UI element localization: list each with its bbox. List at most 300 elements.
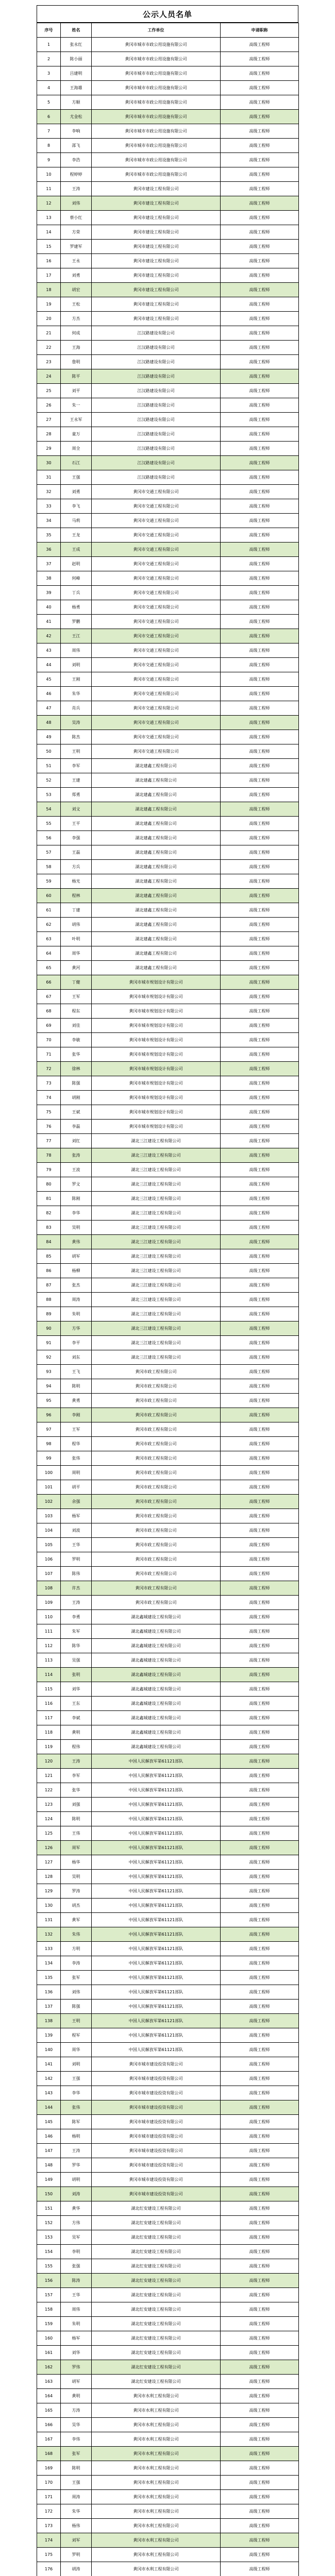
cell-number: 106 [37, 1552, 61, 1567]
cell-number: 41 [37, 615, 61, 629]
cell-number: 18 [37, 283, 61, 297]
table-row [37, 456, 299, 470]
cell-number: 167 [37, 2432, 61, 2447]
table-row [37, 2548, 299, 2562]
table-row [37, 2389, 299, 2403]
cell-number: 142 [37, 2072, 61, 2086]
cell-unit: 黄冈市城市规划设计有限公司 [92, 975, 221, 990]
table-row [37, 1091, 299, 1105]
table-row [37, 2274, 299, 2288]
cell-number: 89 [37, 1307, 61, 1321]
cell-title: 高级工程师 [221, 2346, 299, 2360]
cell-number: 40 [37, 600, 61, 615]
cell-title: 高级工程师 [221, 95, 299, 110]
table-row [37, 990, 299, 1004]
cell-title: 高级工程师 [221, 1769, 299, 1783]
cell-unit: 黄冈市水利工程有限公司 [92, 2403, 221, 2418]
cell-title: 高级工程师 [221, 860, 299, 874]
cell-name: 方兵 [61, 860, 92, 874]
cell-name: 李磊 [61, 1120, 92, 1134]
table-row [37, 1480, 299, 1495]
table-row [37, 1221, 299, 1235]
cell-unit: 中国人民解放军第61121部队 [92, 1913, 221, 1927]
cell-name: 王涛 [61, 1596, 92, 1610]
cell-unit: 湖北建鑫工程有限公司 [92, 802, 221, 817]
table-row [37, 1754, 299, 1769]
table-row [37, 1206, 299, 1221]
table-row [37, 2187, 299, 2201]
cell-number: 20 [37, 312, 61, 326]
table-row [37, 1076, 299, 1091]
cell-number: 161 [37, 2346, 61, 2360]
cell-title: 高级工程师 [221, 2187, 299, 2201]
table-row [37, 2043, 299, 2057]
table-row [37, 1899, 299, 1913]
cell-name: 程婷婷 [61, 167, 92, 182]
cell-name: 周明 [61, 1466, 92, 1480]
cell-title: 高级工程师 [221, 2230, 299, 2245]
cell-name: 丁健 [61, 975, 92, 990]
cell-title: 高级工程师 [221, 2274, 299, 2288]
table-row [37, 2100, 299, 2115]
cell-title: 高级工程师 [221, 2375, 299, 2389]
cell-number: 151 [37, 2201, 61, 2216]
cell-title: 高级工程师 [221, 470, 299, 485]
cell-name: 朱伟 [61, 1927, 92, 1942]
cell-title: 高级工程师 [221, 413, 299, 427]
table-row [37, 1177, 299, 1192]
cell-unit: 中国人民解放军第61121部队 [92, 2028, 221, 2043]
cell-number: 96 [37, 1408, 61, 1422]
cell-title: 高级工程师 [221, 2086, 299, 2100]
table-row [37, 2302, 299, 2317]
cell-number: 171 [37, 2490, 61, 2504]
cell-number: 81 [37, 1192, 61, 1206]
cell-number: 64 [37, 946, 61, 961]
cell-unit: 黄冈市城市市政公用设施有限公司 [92, 124, 221, 139]
cell-title: 高级工程师 [221, 1379, 299, 1394]
cell-unit: 江汉路建设有限公司 [92, 384, 221, 398]
cell-unit: 湖北红安建设工程有限公司 [92, 2360, 221, 2375]
table-row [37, 716, 299, 730]
table-row [37, 1307, 299, 1321]
cell-unit: 湖北建鑫工程有限公司 [92, 788, 221, 802]
cell-title: 高级工程师 [221, 1062, 299, 1076]
cell-name: 朱军 [61, 1624, 92, 1639]
cell-unit: 黄冈市交通工程有限公司 [92, 499, 221, 514]
cell-title: 高级工程师 [221, 874, 299, 889]
cell-title: 高级工程师 [221, 2115, 299, 2129]
cell-title: 高级工程师 [221, 528, 299, 543]
cell-number: 80 [37, 1177, 61, 1192]
cell-name: 蔡小红 [61, 211, 92, 225]
cell-number: 140 [37, 2043, 61, 2057]
table-row [37, 831, 299, 845]
cell-name: 王涛 [61, 182, 92, 196]
cell-unit: 黄冈市政工程有限公司 [92, 1394, 221, 1408]
table-row [37, 341, 299, 355]
cell-title: 高级工程师 [221, 2072, 299, 2086]
cell-number: 63 [37, 932, 61, 946]
cell-title: 高级工程师 [221, 586, 299, 600]
cell-number: 8 [37, 139, 61, 153]
cell-unit: 中国人民解放军第61121部队 [92, 1870, 221, 1884]
cell-name: 罗明 [61, 2548, 92, 2562]
cell-name: 黄明 [61, 1725, 92, 1740]
cell-number: 31 [37, 470, 61, 485]
table-row [37, 845, 299, 860]
cell-number: 86 [37, 1264, 61, 1278]
cell-title: 高级工程师 [221, 167, 299, 182]
cell-title: 高级工程师 [221, 1899, 299, 1913]
cell-number: 82 [37, 1206, 61, 1221]
cell-unit: 湖北红安建设工程有限公司 [92, 2259, 221, 2274]
cell-title: 高级工程师 [221, 1091, 299, 1105]
cell-title: 高级工程师 [221, 1552, 299, 1567]
cell-title: 高级工程师 [221, 1985, 299, 1999]
cell-name: 张华 [61, 1047, 92, 1062]
cell-title: 高级工程师 [221, 2418, 299, 2432]
cell-unit: 黄冈市建设工程有限公司 [92, 312, 221, 326]
table-row [37, 730, 299, 744]
cell-name: 张涛 [61, 1148, 92, 1163]
cell-title: 高级工程师 [221, 2288, 299, 2302]
cell-name: 李飞 [61, 499, 92, 514]
cell-title: 高级工程师 [221, 1480, 299, 1495]
cell-unit: 黄冈市城市市政公用设施有限公司 [92, 66, 221, 81]
cell-title: 高级工程师 [221, 1221, 299, 1235]
cell-unit: 湖北三江建设工程有限公司 [92, 1321, 221, 1336]
cell-unit: 黄冈市交通工程有限公司 [92, 716, 221, 730]
cell-title: 高级工程师 [221, 240, 299, 254]
table-row [37, 1985, 299, 1999]
cell-number: 22 [37, 341, 61, 355]
cell-number: 39 [37, 586, 61, 600]
cell-number: 77 [37, 1134, 61, 1148]
table-row [37, 2418, 299, 2432]
cell-title: 高级工程师 [221, 2129, 299, 2144]
cell-unit: 湖北鑫城建设工程有限公司 [92, 1610, 221, 1624]
cell-number: 87 [37, 1278, 61, 1293]
table-row [37, 658, 299, 672]
cell-number: 23 [37, 355, 61, 369]
table-row [37, 1956, 299, 1971]
cell-number: 110 [37, 1610, 61, 1624]
cell-number: 166 [37, 2418, 61, 2432]
cell-name: 程伟 [61, 1740, 92, 1754]
table-row [37, 1841, 299, 1855]
cell-number: 169 [37, 2461, 61, 2476]
table-row [37, 1321, 299, 1336]
cell-number: 158 [37, 2302, 61, 2317]
table-row [37, 1783, 299, 1798]
cell-name: 王波 [61, 1163, 92, 1177]
table-row [37, 802, 299, 817]
cell-number: 7 [37, 124, 61, 139]
cell-name: 刘伟 [61, 1985, 92, 1999]
cell-number: 118 [37, 1725, 61, 1740]
cell-name: 王强 [61, 2072, 92, 2086]
cell-title: 高级工程师 [221, 355, 299, 369]
cell-name: 周伟 [61, 643, 92, 658]
table-row [37, 139, 299, 153]
table-row [37, 1624, 299, 1639]
cell-name: 刘文 [61, 802, 92, 817]
table-row [37, 369, 299, 384]
cell-number: 146 [37, 2129, 61, 2144]
cell-number: 163 [37, 2375, 61, 2389]
cell-title: 高级工程师 [221, 2043, 299, 2057]
cell-name: 王华 [61, 1538, 92, 1552]
cell-number: 73 [37, 1076, 61, 1091]
cell-unit: 黄冈市城市建设投资有限公司 [92, 2173, 221, 2187]
cell-name: 刘涛 [61, 2187, 92, 2201]
cell-title: 高级工程师 [221, 2360, 299, 2375]
cell-unit: 湖北红安建设工程有限公司 [92, 2375, 221, 2389]
table-row [37, 1509, 299, 1523]
cell-number: 52 [37, 773, 61, 788]
cell-number: 57 [37, 845, 61, 860]
cell-number: 29 [37, 442, 61, 456]
cell-title: 高级工程师 [221, 2302, 299, 2317]
cell-title: 高级工程师 [221, 1841, 299, 1855]
cell-title: 高级工程师 [221, 903, 299, 918]
cell-name: 马莉 [61, 514, 92, 528]
table-row [37, 398, 299, 413]
cell-unit: 湖北三江建设工程有限公司 [92, 1249, 221, 1264]
cell-number: 91 [37, 1336, 61, 1350]
table-row [37, 1394, 299, 1408]
cell-title: 高级工程师 [221, 557, 299, 571]
cell-number: 149 [37, 2173, 61, 2187]
cell-name: 方伟 [61, 2216, 92, 2230]
cell-unit: 湖北红安建设工程有限公司 [92, 2331, 221, 2346]
cell-name: 李华 [61, 2086, 92, 2100]
cell-title: 高级工程师 [221, 2028, 299, 2043]
cell-number: 129 [37, 1884, 61, 1899]
table-row [37, 817, 299, 831]
cell-number: 47 [37, 701, 61, 716]
cell-number: 33 [37, 499, 61, 514]
cell-name: 罗文 [61, 1177, 92, 1192]
cell-number: 111 [37, 1624, 61, 1639]
cell-name: 吴涛 [61, 716, 92, 730]
cell-unit: 黄冈市政工程有限公司 [92, 1422, 221, 1437]
cell-title: 高级工程师 [221, 1278, 299, 1293]
cell-name: 刘勇 [61, 485, 92, 499]
cell-name: 刘红 [61, 1134, 92, 1148]
cell-name: 张军 [61, 2447, 92, 2461]
table-row [37, 2072, 299, 2086]
cell-name: 朱华 [61, 687, 92, 701]
cell-title: 高级工程师 [221, 961, 299, 975]
cell-name: 黄勇 [61, 1394, 92, 1408]
cell-title: 高级工程师 [221, 2331, 299, 2346]
cell-number: 69 [37, 1019, 61, 1033]
cell-name: 陈小丽 [61, 52, 92, 66]
cell-number: 16 [37, 254, 61, 268]
cell-unit: 江汉路建设有限公司 [92, 398, 221, 413]
cell-number: 84 [37, 1235, 61, 1249]
cell-number: 90 [37, 1321, 61, 1336]
table-row [37, 2562, 299, 2576]
cell-title: 高级工程师 [221, 1567, 299, 1581]
cell-number: 49 [37, 730, 61, 744]
cell-unit: 黄冈市政工程有限公司 [92, 1552, 221, 1567]
cell-name: 朱一 [61, 398, 92, 413]
cell-name: 童万 [61, 427, 92, 442]
table-row [37, 600, 299, 615]
cell-title: 高级工程师 [221, 2158, 299, 2173]
col-header-number: 序号 [37, 23, 61, 38]
cell-number: 55 [37, 817, 61, 831]
cell-unit: 湖北三江建设工程有限公司 [92, 1293, 221, 1307]
cell-name: 方涛 [61, 2403, 92, 2418]
cell-number: 28 [37, 427, 61, 442]
cell-number: 168 [37, 2447, 61, 2461]
cell-name: 王斌 [61, 1105, 92, 1120]
cell-name: 余强 [61, 1495, 92, 1509]
cell-name: 王涛 [61, 1754, 92, 1769]
table-row [37, 2173, 299, 2187]
cell-number: 162 [37, 2360, 61, 2375]
cell-title: 高级工程师 [221, 1653, 299, 1668]
cell-name: 王明 [61, 2014, 92, 2028]
cell-unit: 湖北鑫城建设工程有限公司 [92, 1725, 221, 1740]
cell-unit: 湖北鑫城建设工程有限公司 [92, 1653, 221, 1668]
cell-title: 高级工程师 [221, 1596, 299, 1610]
cell-unit: 中国人民解放军第61121部队 [92, 1899, 221, 1913]
cell-unit: 湖北建鑫工程有限公司 [92, 918, 221, 932]
table-row [37, 975, 299, 990]
cell-title: 高级工程师 [221, 225, 299, 240]
cell-title: 高级工程师 [221, 543, 299, 557]
cell-title: 高级工程师 [221, 946, 299, 961]
cell-name: 方明 [61, 1942, 92, 1956]
cell-name: 李刚 [61, 1408, 92, 1422]
table-row [37, 2360, 299, 2375]
cell-name: 王成 [61, 543, 92, 557]
cell-number: 152 [37, 2216, 61, 2230]
table-row [37, 196, 299, 211]
cell-title: 高级工程师 [221, 1754, 299, 1769]
cell-number: 113 [37, 1653, 61, 1668]
cell-name: 周全 [61, 442, 92, 456]
cell-unit: 黄冈市交通工程有限公司 [92, 543, 221, 557]
cell-unit: 湖北鑫城建设工程有限公司 [92, 1668, 221, 1682]
table-row [37, 1682, 299, 1697]
table-row [37, 1999, 299, 2014]
cell-number: 88 [37, 1293, 61, 1307]
cell-number: 37 [37, 557, 61, 571]
cell-unit: 黄冈市城市规划设计有限公司 [92, 1076, 221, 1091]
cell-unit: 湖北三江建设工程有限公司 [92, 1163, 221, 1177]
cell-unit: 黄冈市城市市政公用设施有限公司 [92, 38, 221, 52]
cell-number: 105 [37, 1538, 61, 1552]
cell-unit: 黄冈市交通工程有限公司 [92, 744, 221, 759]
table-row [37, 283, 299, 297]
cell-unit: 湖北建鑫工程有限公司 [92, 889, 221, 903]
cell-name: 李华 [61, 1206, 92, 1221]
cell-number: 66 [37, 975, 61, 990]
cell-unit: 江汉路建设有限公司 [92, 442, 221, 456]
cell-number: 170 [37, 2476, 61, 2490]
cell-name: 胡军 [61, 2375, 92, 2389]
cell-unit: 中国人民解放军第61121部队 [92, 1884, 221, 1899]
cell-title: 高级工程师 [221, 124, 299, 139]
cell-title: 高级工程师 [221, 1019, 299, 1033]
cell-title: 高级工程师 [221, 485, 299, 499]
cell-name: 张明 [61, 1668, 92, 1682]
cell-title: 高级工程师 [221, 1783, 299, 1798]
cell-title: 高级工程师 [221, 975, 299, 990]
table-row [37, 1004, 299, 1019]
cell-title: 高级工程师 [221, 1394, 299, 1408]
cell-title: 高级工程师 [221, 990, 299, 1004]
cell-unit: 湖北建鑫工程有限公司 [92, 961, 221, 975]
table-row [37, 2230, 299, 2245]
table-row [37, 961, 299, 975]
cell-unit: 黄冈市政工程有限公司 [92, 1596, 221, 1610]
cell-title: 高级工程师 [221, 283, 299, 297]
cell-unit: 黄冈市交通工程有限公司 [92, 672, 221, 687]
cell-title: 高级工程师 [221, 499, 299, 514]
cell-number: 5 [37, 95, 61, 110]
cell-unit: 黄冈市交通工程有限公司 [92, 485, 221, 499]
cell-name: 周华 [61, 946, 92, 961]
cell-unit: 江汉路建设有限公司 [92, 369, 221, 384]
table-row [37, 1466, 299, 1480]
cell-number: 138 [37, 2014, 61, 2028]
cell-number: 114 [37, 1668, 61, 1682]
table-row [37, 1336, 299, 1350]
cell-name: 张军 [61, 1971, 92, 1985]
table-row [37, 1148, 299, 1163]
cell-name: 王松 [61, 297, 92, 312]
cell-name: 胡伟 [61, 918, 92, 932]
cell-number: 12 [37, 196, 61, 211]
cell-name: 丁兵 [61, 586, 92, 600]
cell-name: 何成 [61, 326, 92, 341]
cell-title: 高级工程师 [221, 2245, 299, 2259]
cell-name: 黄华 [61, 2201, 92, 2216]
cell-name: 吴明 [61, 1221, 92, 1235]
table-row [37, 1769, 299, 1783]
cell-number: 92 [37, 1350, 61, 1365]
cell-unit: 黄冈市建设工程有限公司 [92, 254, 221, 268]
table-row [37, 1913, 299, 1927]
cell-unit: 黄冈市城市市政公用设施有限公司 [92, 153, 221, 167]
cell-title: 高级工程师 [221, 297, 299, 312]
cell-number: 76 [37, 1120, 61, 1134]
table-row [37, 2201, 299, 2216]
cell-title: 高级工程师 [221, 1336, 299, 1350]
cell-unit: 湖北三江建设工程有限公司 [92, 1336, 221, 1350]
cell-unit: 黄冈市城市市政公用设施有限公司 [92, 167, 221, 182]
cell-unit: 黄冈市建设工程有限公司 [92, 283, 221, 297]
table-row [37, 903, 299, 918]
cell-title: 高级工程师 [221, 1451, 299, 1466]
cell-name: 赵明 [61, 557, 92, 571]
cell-number: 101 [37, 1480, 61, 1495]
cell-name: 杨华 [61, 1855, 92, 1870]
cell-name: 陈杰 [61, 730, 92, 744]
table-row [37, 2288, 299, 2302]
cell-unit: 黄冈市建设工程有限公司 [92, 297, 221, 312]
table-row [37, 2375, 299, 2389]
cell-number: 26 [37, 398, 61, 413]
cell-number: 109 [37, 1596, 61, 1610]
